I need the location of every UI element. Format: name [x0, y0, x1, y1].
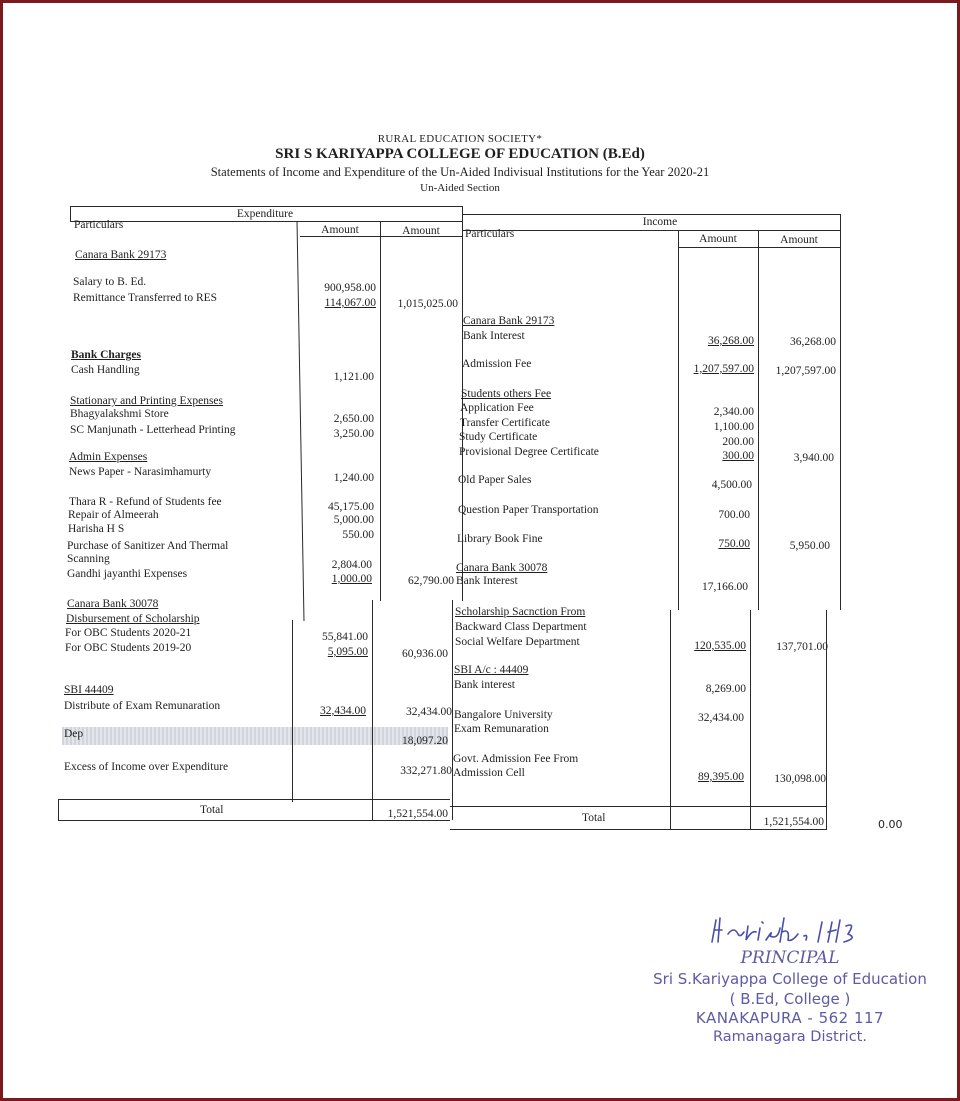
exp-harisha-amount: 550.00 — [342, 529, 374, 541]
inc-govt-label: Govt. Admission Fee From — [453, 753, 579, 765]
exp-remittance-label: Remittance Transferred to RES — [73, 292, 218, 304]
inc-social-label: Social Welfare Department — [455, 636, 580, 648]
exp-excess-total: 332,271.80 — [400, 765, 452, 777]
exp-gandhi-label: Gandhi jayanthi Expenses — [67, 568, 188, 580]
exp-manjunath-label: SC Manjunath - Letterhead Printing — [70, 424, 236, 436]
inc-bank-interest-label: Bank Interest — [463, 330, 525, 342]
inc-sbi44409: SBI A/c : 44409 — [454, 664, 529, 676]
stamp-principal: PRINCIPAL — [740, 948, 840, 968]
inc-social-total: 137,701.00 — [776, 641, 828, 653]
exp-newspaper-label: News Paper - Narasimhamurty — [69, 466, 212, 478]
exp-salary-amount: 900,958.00 — [324, 282, 376, 294]
inc-admission-label: Admission Fee — [462, 358, 532, 370]
income-heading: Income — [642, 216, 678, 228]
inc-govt-label-2: Admission Cell — [453, 767, 525, 779]
inc-library-label: Library Book Fine — [457, 533, 543, 545]
expenditure-heading: Expenditure — [236, 208, 294, 220]
exp-canara29173: Canara Bank 29173 — [75, 249, 167, 261]
college-name: SRI S KARIYAPPA COLLEGE OF EDUCATION (B.Ed) — [275, 146, 645, 162]
inc-bangalore-amount: 32,434.00 — [698, 712, 744, 724]
stamp-line-1: Sri S.Kariyappa College of Education — [653, 970, 927, 988]
statement-title: Statements of Income and Expenditure of the Un-Aided Indivisual Institutions for the Year 2020-21 — [210, 165, 710, 179]
inc-admission-total: 1,207,597.00 — [775, 365, 836, 377]
inc-social-amount: 120,535.00 — [694, 640, 746, 652]
inc-scholarship: Scholarship Sacnction From — [455, 606, 586, 618]
inc-provisional-label: Provisional Degree Certificate — [459, 446, 599, 458]
inc-bank-interest3-amount: 8,269.00 — [705, 683, 746, 695]
stamp-line-2: ( B.Ed, College ) — [729, 990, 851, 1008]
inc-bank-interest2-label: Bank Interest — [456, 575, 518, 587]
exp-gandhi-amount: 1,000.00 — [331, 573, 372, 585]
inc-canara30078: Canara Bank 30078 — [456, 562, 548, 574]
exp-obc1920-amount: 5,095.00 — [327, 646, 368, 658]
income-amount-heading: Amount — [699, 233, 737, 245]
exp-obc1920-total: 60,936.00 — [402, 648, 448, 660]
inc-question-paper-amount: 700.00 — [718, 509, 750, 521]
inc-bangalore-label: Bangalore University — [454, 709, 553, 721]
exp-total-amount: 1,521,554.00 — [387, 808, 448, 820]
exp-exam-amount: 32,434.00 — [320, 705, 366, 717]
inc-library-total: 5,950.00 — [789, 540, 830, 552]
inc-question-paper-label: Question Paper Transportation — [458, 504, 599, 516]
inc-bank-interest-total: 36,268.00 — [790, 336, 836, 348]
exp-excess-label: Excess of Income over Expenditure — [64, 761, 229, 773]
expenditure-particulars-heading: Particulars — [74, 219, 124, 231]
inc-application-label: Application Fee — [460, 402, 534, 414]
exp-admin: Admin Expenses — [69, 451, 148, 463]
stamp-line-3: KANAKAPURA - 562 117 — [695, 1009, 885, 1027]
inc-canara29173: Canara Bank 29173 — [463, 315, 555, 327]
stamp-line-4: Ramanagara District. — [713, 1029, 867, 1045]
exp-manjunath-amount: 3,250.00 — [333, 428, 374, 440]
exp-obc1920-label: For OBC Students 2019-20 — [65, 642, 192, 654]
exp-sanitizer-amount: 2,804.00 — [331, 559, 372, 571]
exp-almeerah-amount: 5,000.00 — [333, 514, 374, 526]
exp-obc2021-amount: 55,841.00 — [322, 631, 368, 643]
inc-old-paper-amount: 4,500.00 — [711, 479, 752, 491]
section-name: Un-Aided Section — [420, 182, 500, 194]
inc-application-amount: 2,340.00 — [713, 406, 754, 418]
inc-provisional-total: 3,940.00 — [793, 452, 834, 464]
exp-bank-charges: Bank Charges — [71, 349, 141, 361]
exp-canara30078: Canara Bank 30078 — [67, 598, 159, 610]
exp-obc2021-label: For OBC Students 2020-21 — [65, 627, 192, 639]
exp-sanitizer-label-2: Scanning — [67, 553, 110, 565]
exp-stationary: Stationary and Printing Expenses — [70, 395, 223, 407]
inc-transfer-amount: 1,100.00 — [713, 421, 754, 433]
exp-almeerah-label: Repair of Almeerah — [68, 509, 159, 521]
exp-sanitizer-label: Purchase of Sanitizer And Thermal — [67, 540, 229, 552]
exp-exam-total: 32,434.00 — [406, 706, 452, 718]
inc-bank-interest2-amount: 17,166.00 — [702, 581, 748, 593]
expenditure-total-heading: Amount — [402, 225, 440, 237]
exp-newspaper-amount: 1,240.00 — [333, 472, 374, 484]
exp-scholarship: Disbursement of Scholarship — [66, 613, 200, 625]
exp-cash-handling-amount: 1,121.00 — [333, 371, 374, 383]
exp-dep-total: 18,097.20 — [402, 735, 448, 747]
inc-bank-interest-amount: 36,268.00 — [708, 335, 754, 347]
inc-study-label: Study Certificate — [459, 431, 538, 443]
inc-backward: Backward Class Department — [455, 621, 587, 633]
inc-old-paper-label: Old Paper Sales — [458, 474, 532, 486]
exp-exam-label: Distribute of Exam Remunaration — [64, 700, 221, 712]
exp-salary-label: Salary to B. Ed. — [73, 276, 147, 288]
exp-harisha-label: Harisha H S — [68, 523, 125, 535]
exp-dep-label: Dep — [64, 728, 84, 740]
inc-govt-amount: 89,395.00 — [698, 771, 744, 783]
inc-total-amount: 1,521,554.00 — [763, 816, 824, 828]
income-total-heading: Amount — [780, 234, 818, 246]
difference-value: 0.00 — [878, 818, 903, 831]
exp-remittance-amount: 114,067.00 — [324, 297, 376, 309]
exp-gandhi-total: 62,790.00 — [408, 575, 454, 587]
exp-bhagya-amount: 2,650.00 — [333, 413, 374, 425]
exp-thara-label: Thara R - Refund of Students fee — [69, 496, 222, 508]
inc-bank-interest3-label: Bank interest — [454, 679, 515, 691]
exp-thara-amount: 45,175.00 — [328, 501, 374, 513]
exp-bhagya-label: Bhagyalakshmi Store — [70, 408, 169, 420]
society-name: RURAL EDUCATION SOCIETY* — [377, 133, 543, 145]
exp-cash-handling-label: Cash Handling — [71, 364, 140, 376]
inc-provisional-amount: 300.00 — [722, 450, 754, 462]
inc-bangalore-label-2: Exam Remunaration — [454, 723, 549, 735]
expenditure-amount-heading: Amount — [321, 224, 359, 236]
inc-library-amount: 750.00 — [718, 538, 750, 550]
exp-sbi44409: SBI 44409 — [64, 684, 114, 696]
exp-total-label: Total — [200, 804, 224, 816]
inc-study-amount: 200.00 — [722, 436, 754, 448]
inc-govt-total: 130,098.00 — [774, 773, 826, 785]
exp-remittance-total: 1,015,025.00 — [397, 298, 458, 310]
inc-total-label: Total — [582, 812, 606, 824]
income-particulars-heading: Particulars — [465, 228, 515, 240]
inc-transfer-label: Transfer Certificate — [460, 417, 550, 429]
inc-students-fee: Students others Fee — [461, 388, 552, 400]
inc-admission-amount: 1,207,597.00 — [693, 363, 754, 375]
